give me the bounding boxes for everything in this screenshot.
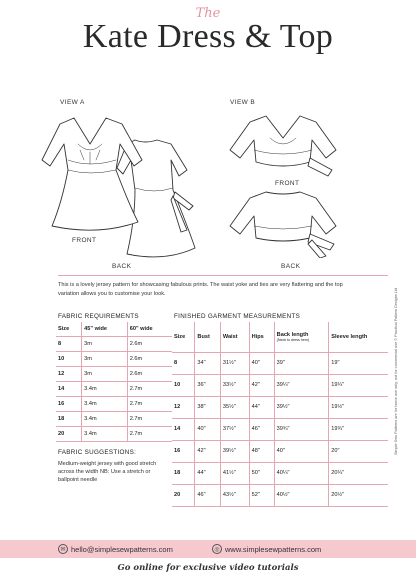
cell: 39" (274, 352, 329, 374)
view-a-label: VIEW A (60, 99, 85, 106)
view-b-back-label: BACK (281, 263, 301, 270)
cell: 18 (56, 411, 82, 426)
table-row (56, 411, 172, 426)
cell: 3.4m (82, 411, 128, 426)
cell: 42" (249, 374, 274, 396)
cell: 46" (195, 484, 220, 506)
cell: 8 (56, 336, 82, 351)
cell: 44" (195, 462, 220, 484)
table-row (172, 484, 388, 506)
table-row (172, 396, 388, 418)
cell: 39½" (274, 396, 329, 418)
garment-measurements-table (172, 322, 388, 507)
cell: 46" (249, 418, 274, 440)
column-header: Size (56, 322, 82, 336)
cell: 20½" (329, 484, 388, 506)
cell: 20" (329, 440, 388, 462)
cell: 16 (56, 396, 82, 411)
cell: 48" (249, 440, 274, 462)
cell: 33½" (220, 374, 249, 396)
table-row (56, 351, 172, 366)
envelope-icon: ✉ (58, 544, 68, 554)
cell: 39¼" (274, 374, 329, 396)
table-row (172, 462, 388, 484)
cell: 2.7m (127, 411, 172, 426)
view-a-front-label: FRONT (72, 237, 97, 244)
table-row (56, 336, 172, 351)
cell: 8 (172, 352, 195, 374)
cell: 41½" (220, 462, 249, 484)
cell: 39¾" (274, 418, 329, 440)
cell: 14 (172, 418, 195, 440)
cell: 52" (249, 484, 274, 506)
website-text[interactable]: www.simplesewpatterns.com (225, 544, 322, 554)
table-row (172, 374, 388, 396)
view-a-back-label: BACK (112, 263, 132, 270)
column-header: Size (172, 322, 195, 352)
top-front-sketch (228, 110, 338, 180)
table-row (56, 426, 172, 441)
tagline: Go online for exclusive video tutorials (117, 563, 299, 573)
cell: 42" (195, 440, 220, 462)
intro-text: This is a lovely jersey pattern for showcasing fabulous prints. The waist yoke and ties are very flattering and the top variation allows you to customise your look. (58, 282, 343, 297)
column-header: Sleeve length (329, 322, 388, 352)
email-text[interactable]: hello@simplesewpatterns.com (71, 544, 173, 554)
cell: 20 (56, 426, 82, 441)
table-header-row (56, 322, 172, 336)
cell: 2.7m (127, 381, 172, 396)
fabric-requirements-table (56, 322, 172, 442)
cell: 18 (172, 462, 195, 484)
cell: 39½" (220, 440, 249, 462)
cell: 38" (195, 396, 220, 418)
fabric-suggestions-text: Medium-weight jersey with good stretch across the width NB: Use a stretch or ballpoint needle (58, 461, 157, 484)
cell: 3.4m (82, 426, 128, 441)
cell: 40" (249, 352, 274, 374)
cell: 19½" (329, 396, 388, 418)
garment-measurements-heading: FINISHED GARMENT MEASUREMENTS (174, 313, 301, 320)
cell: 2.6m (127, 366, 172, 381)
table-row (172, 352, 388, 374)
cell: 10 (172, 374, 195, 396)
cell: 3m (82, 351, 128, 366)
copyright-side-note (394, 287, 400, 455)
table-row (56, 381, 172, 396)
cell: 14 (56, 381, 82, 396)
table-row (56, 396, 172, 411)
back-length-note: (Neck to dress hem) (276, 337, 310, 342)
cell: 40" (195, 418, 220, 440)
column-header: Hips (249, 322, 274, 352)
globe-icon: ◎ (212, 544, 222, 554)
column-header: 45" wide (82, 322, 128, 336)
cell: 31½" (220, 352, 249, 374)
cell: 10 (56, 351, 82, 366)
contact-bar (0, 540, 416, 558)
cell: 40" (274, 440, 329, 462)
back-length-label: Back length (276, 331, 309, 338)
table-row (56, 366, 172, 381)
table-row (172, 418, 388, 440)
cell: 19¼" (329, 374, 388, 396)
column-header: 60" wide (127, 322, 172, 336)
view-b-front-label: FRONT (275, 180, 300, 187)
cell: 3m (82, 366, 128, 381)
brand-the: The (195, 6, 221, 21)
cell: 40½" (274, 484, 329, 506)
contact-email[interactable] (58, 540, 173, 558)
page-title: Kate Dress & Top (82, 18, 334, 55)
cell: 34" (195, 352, 220, 374)
cell: 40¼" (274, 462, 329, 484)
column-header: Bust (195, 322, 220, 352)
cell: 16 (172, 440, 195, 462)
copyright-side-text: Simple Sew Patterns are for home use only, not for commercial use © Practical Pattern Designs Ltd (394, 287, 398, 455)
cell: 36" (195, 374, 220, 396)
cell: 12 (56, 366, 82, 381)
table-header-row (172, 322, 388, 352)
cell: 20 (172, 484, 195, 506)
column-header-back-length (274, 322, 329, 352)
cell: 2.6m (127, 336, 172, 351)
table-row (172, 440, 388, 462)
cell: 2.6m (127, 351, 172, 366)
cell: 19" (329, 352, 388, 374)
cell: 12 (172, 396, 195, 418)
cell: 20¼" (329, 462, 388, 484)
cell: 2.7m (127, 426, 172, 441)
view-b-label: VIEW B (230, 99, 256, 106)
divider (58, 275, 388, 276)
cell: 2.7m (127, 396, 172, 411)
fabric-suggestions-heading: FABRIC SUGGESTIONS: (58, 449, 137, 456)
dress-front-sketch (40, 110, 145, 240)
cell: 43½" (220, 484, 249, 506)
column-header: Waist (220, 322, 249, 352)
top-back-sketch (228, 186, 338, 258)
cell: 35½" (220, 396, 249, 418)
contact-website[interactable] (212, 540, 321, 558)
cell: 37½" (220, 418, 249, 440)
cell: 3.4m (82, 396, 128, 411)
cell: 44" (249, 396, 274, 418)
fabric-requirements-heading: FABRIC REQUIREMENTS (58, 313, 139, 320)
cell: 19¾" (329, 418, 388, 440)
cell: 3m (82, 336, 128, 351)
cell: 50" (249, 462, 274, 484)
cell: 3.4m (82, 381, 128, 396)
